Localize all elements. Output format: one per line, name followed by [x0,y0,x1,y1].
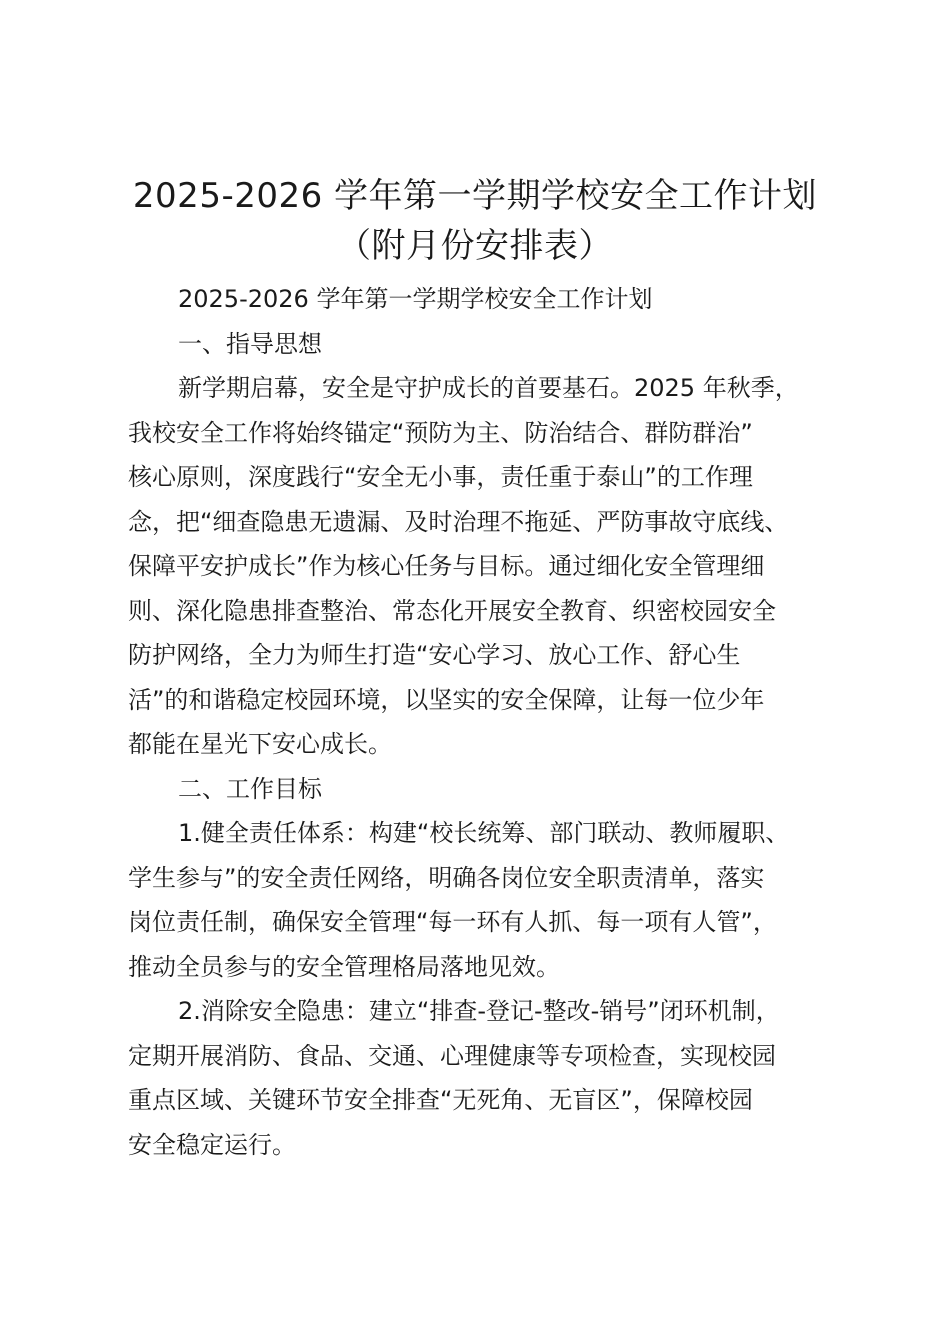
document-line: 2.消除安全隐患：建立“排查-登记-整改-销号”闭环机制， [178,997,780,1025]
document-line: 念，把“细查隐患无遗漏、及时治理不拖延、严防事故守底线、 [128,507,789,536]
document-title-line-1: 2025-2026 学年第一学期学校安全工作计划 [132,176,818,216]
document-line: 推动全员参与的安全管理格局落地见效。 [128,952,560,981]
document-line: 保障平安护成长”作为核心任务与目标。通过细化安全管理细 [128,552,765,580]
document-title-line-2: （附月份安排表） [337,226,613,266]
document-line: 岗位责任制，确保安全管理“每一环有人抓、每一项有人管”， [128,908,777,936]
document-line: 1.健全责任体系：构建“校长统筹、部门联动、教师履职、 [178,819,790,847]
document-line: 我校安全工作将始终锚定“预防为主、防治结合、群防群治” [128,418,753,447]
document-line: 防护网络，全力为师生打造“安心学习、放心工作、舒心生 [128,641,741,669]
document-line: 核心原则，深度践行“安全无小事，责任重于泰山”的工作理 [128,463,753,491]
document-line: 定期开展消防、食品、交通、心理健康等专项检查，实现校园 [128,1041,776,1070]
document-line: 则、深化隐患排查整治、常态化开展安全教育、织密校园安全 [128,596,776,625]
document-line: 安全稳定运行。 [128,1130,296,1159]
document-line: 新学期启幕，安全是守护成长的首要基石。2025 年秋季， [178,374,799,402]
document-line: 一、指导思想 [178,329,322,358]
document-line: 二、工作目标 [178,774,322,803]
document-line: 学生参与”的安全责任网络，明确各岗位安全职责清单，落实 [128,863,765,892]
document-line: 重点区域、关键环节安全排查“无死角、无盲区”，保障校园 [128,1086,753,1114]
document-line: 2025-2026 学年第一学期学校安全工作计划 [178,285,653,313]
document-line: 活”的和谐稳定校园环境，以坚实的安全保障，让每一位少年 [128,685,765,714]
document-line: 都能在星光下安心成长。 [128,730,392,758]
